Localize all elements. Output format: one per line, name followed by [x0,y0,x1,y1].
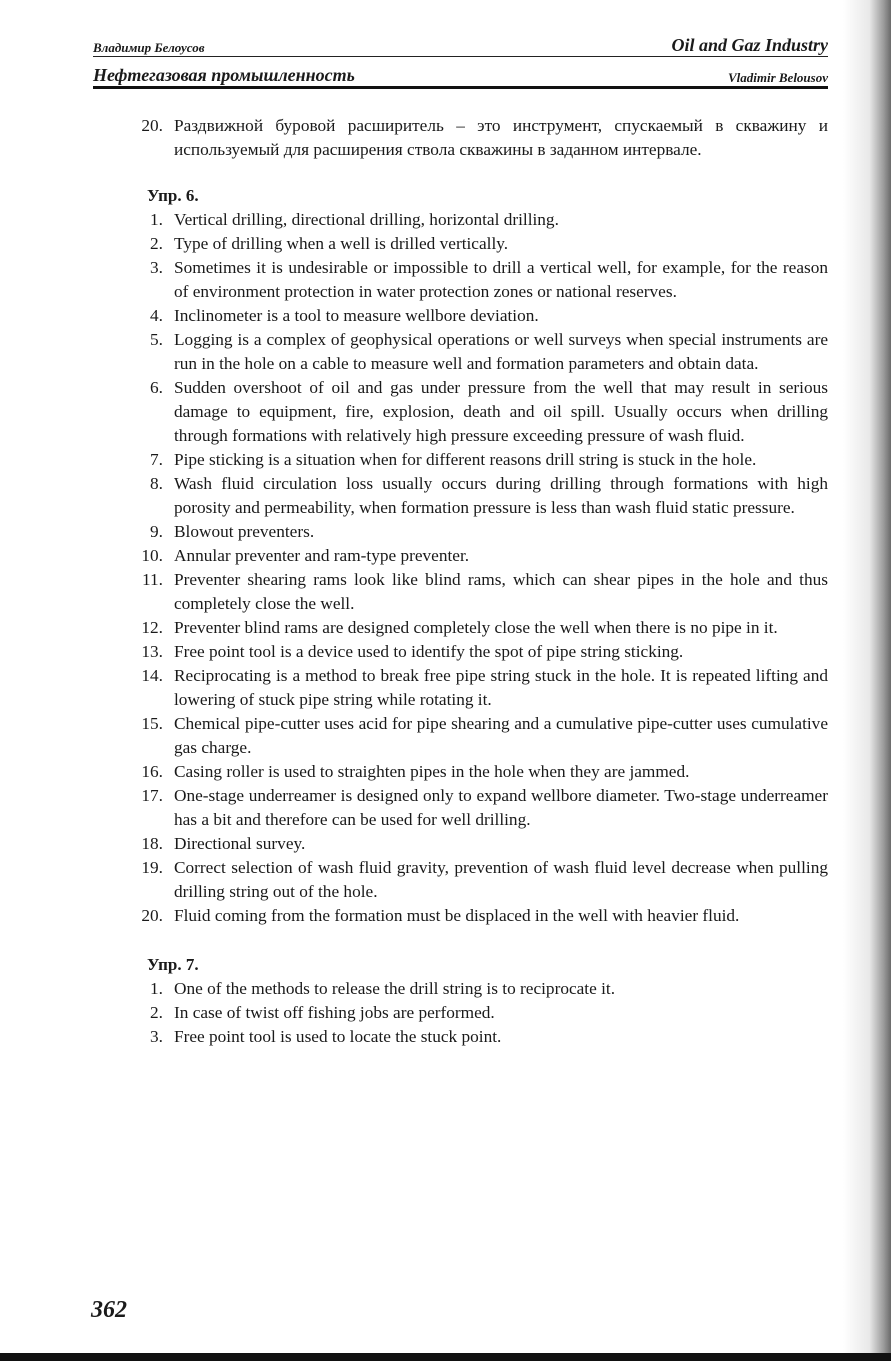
item-number: 10. [141,546,163,565]
scan-edge-shadow [843,0,891,1361]
list-item [93,232,828,256]
item-number: 4. [150,306,163,325]
item-number: 16. [141,762,163,781]
list-item [93,616,828,640]
exercise-6-list [93,208,828,928]
item-text: Sometimes it is undesirable or impossible to drill a vertical well, for example, for the reason of environment protection in water protection zones or national reserves. [174,258,828,301]
list-item [93,520,828,544]
item-text: One of the methods to release the drill string is to reciprocate it. [174,979,616,998]
header-title-en: Oil and Gaz Industry [671,35,828,55]
list-item [93,784,828,832]
item-number: 8. [150,474,163,493]
list-item [93,376,828,448]
running-header-top [93,32,828,57]
item-number: 6. [150,378,163,397]
item-text: Free point tool is a device used to identify the spot of pipe string sticking. [174,642,684,661]
item-number: 9. [150,522,163,541]
item-number: 1. [150,979,163,998]
list-item [93,977,828,1001]
list-item [93,568,828,616]
header-title-ru: Нефтегазовая промышленность [93,65,355,85]
item-number: 5. [150,330,163,349]
item-text: Casing roller is used to straighten pipes in the hole when they are jammed. [174,762,690,781]
item-number: 2. [150,234,163,253]
item-text: Blowout preventers. [174,522,315,541]
item-text: Vertical drilling, directional drilling, horizontal drilling. [174,210,559,229]
list-item [93,256,828,304]
exercise-7-list [93,977,828,1049]
item-number: 7. [150,450,163,469]
item-number: 20. [141,116,163,135]
item-number: 15. [141,714,163,733]
item-text: Chemical pipe-cutter uses acid for pipe shearing and a cumulative pipe-cutter uses cumulative gas charge. [174,714,828,757]
header-author-ru: Владимир Белоусов [93,40,205,55]
item-text: Inclinometer is a tool to measure wellbore deviation. [174,306,539,325]
item-text: One-stage underreamer is designed only to expand wellbore diameter. Two-stage underreamer has a bit and therefore can be used for well drilling. [174,786,828,829]
header-author-en: Vladimir Belousov [727,70,828,85]
list-item [93,640,828,664]
item-text: Раздвижной буровой расширитель – это инструмент, спускаемый в скважину и используемый для расширения ствола скважины в заданном интервале. [174,116,828,159]
item-text: Free point tool is used to locate the stuck point. [174,1027,502,1046]
list-item [93,664,828,712]
item-text: Pipe sticking is a situation when for different reasons drill string is stuck in the hole. [174,450,757,469]
list-item [93,832,828,856]
list-item [93,114,828,162]
list-item [93,904,828,928]
item-text: Fluid coming from the formation must be displaced in the well with heavier fluid. [174,906,740,925]
running-header-bottom [93,60,828,89]
page-content [93,114,828,1049]
item-number: 17. [141,786,163,805]
item-text: Wash fluid circulation loss usually occurs during drilling through formations with high porosity and permeability, when formation pressure is less than wash fluid static pressure. [174,474,828,517]
item-text: Preventer shearing rams look like blind rams, which can shear pipes in the hole and thus completely close the well. [174,570,828,613]
item-number: 3. [150,258,163,277]
item-number: 3. [150,1027,163,1046]
list-item [93,712,828,760]
item-text: Correct selection of wash fluid gravity, prevention of wash fluid level decrease when pulling drilling string out of the hole. [174,858,828,901]
item-number: 13. [141,642,163,661]
item-text: Annular preventer and ram-type preventer. [174,546,470,565]
item-number: 19. [141,858,163,877]
exercise-heading-6: Упр. 6. [147,186,199,205]
item-text: Sudden overshoot of oil and gas under pressure from the well that may result in serious damage to equipment, fire, explosion, death and oil spill. Usually occurs when drilling through formations with relatively high pressure exceeding pressure of wash fluid. [174,378,828,445]
list-item [93,544,828,568]
item-number: 12. [141,618,163,637]
item-number: 14. [141,666,163,685]
list-item [93,760,828,784]
item-text: Directional survey. [174,834,306,853]
list-item [93,208,828,232]
list-item [93,328,828,376]
list-item [93,1025,828,1049]
item-number: 2. [150,1003,163,1022]
item-text: Logging is a complex of geophysical operations or well surveys when special instruments are run in the hole on a cable to measure well and formation parameters and obtain data. [174,330,828,373]
item-number: 11. [142,570,163,589]
item-number: 20. [141,906,163,925]
item-text: In case of twist off fishing jobs are performed. [174,1003,495,1022]
page-number: 362 [91,1297,127,1323]
list-item [93,856,828,904]
exercise-heading-7: Упр. 7. [147,955,199,974]
list-item [93,448,828,472]
list-item [93,472,828,520]
item-text: Preventer blind rams are designed completely close the well when there is no pipe in it. [174,618,778,637]
item-number: 1. [150,210,163,229]
list-item [93,304,828,328]
item-number: 18. [141,834,163,853]
scan-bottom-border [0,1353,891,1361]
list-item [93,1001,828,1025]
item-text: Type of drilling when a well is drilled vertically. [174,234,509,253]
item-text: Reciprocating is a method to break free pipe string stuck in the hole. It is repeated lifting and lowering of stuck pipe string while rotating it. [174,666,828,709]
